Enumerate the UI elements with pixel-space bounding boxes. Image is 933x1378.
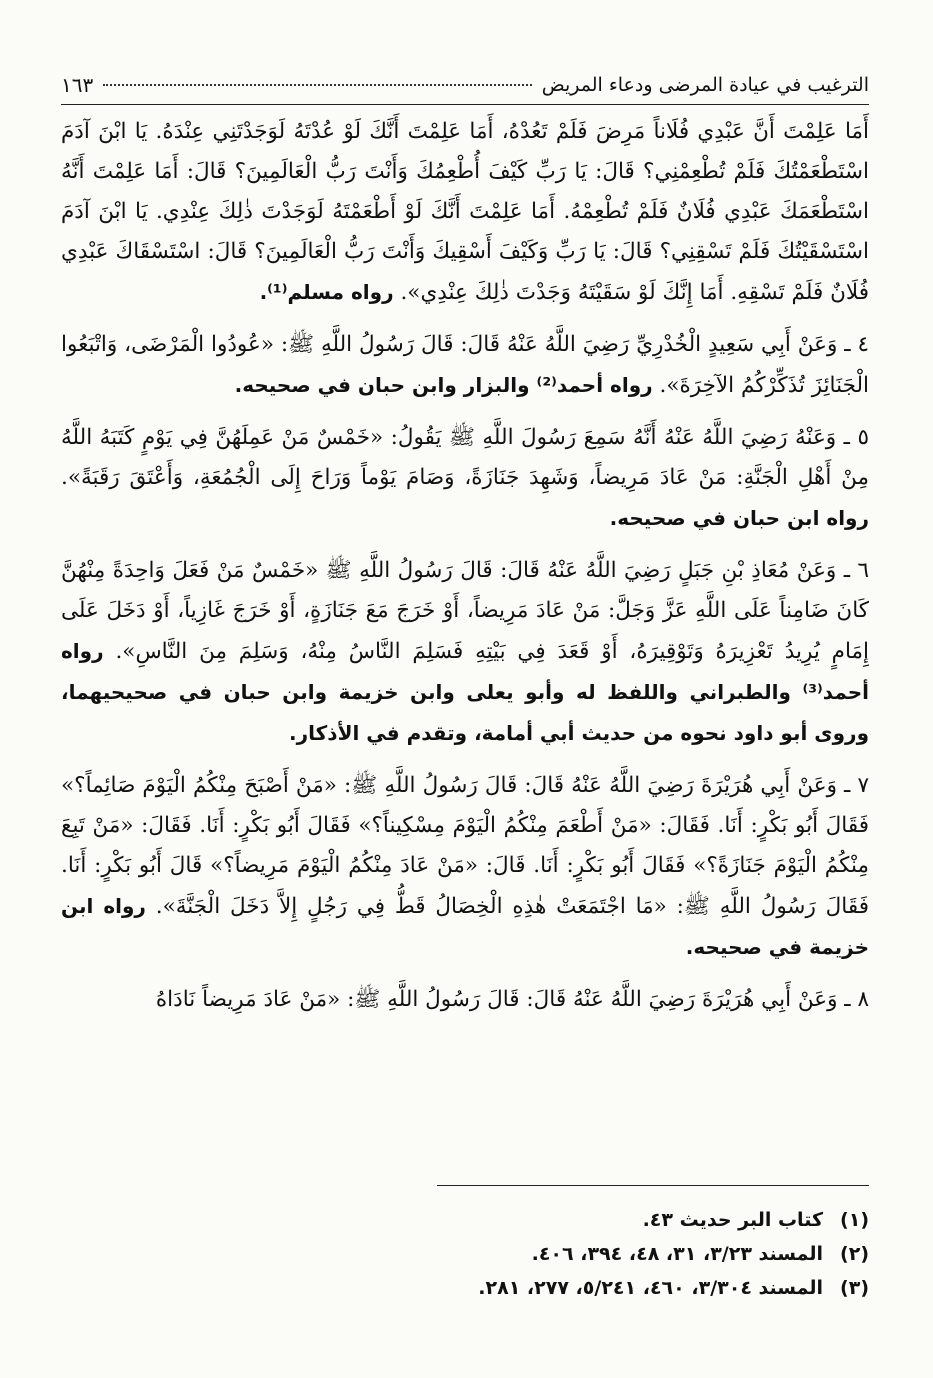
footnote-rule [437, 1185, 869, 1186]
paragraph-hadith-6 [61, 551, 869, 754]
narration-note: رواه أحمد⁽²⁾ والبزار وابن حبان في صحيحه. [234, 373, 653, 397]
footnote-item [61, 1203, 869, 1237]
footnote-text: المسند ٣/٣٠٤، ٤٦٠، ٥/٢٤١، ٢٧٧، ٢٨١. [478, 1277, 823, 1299]
paragraph-hadith-5 [61, 418, 869, 539]
paragraph-hadith-8 [61, 980, 869, 1020]
narration-note: رواه ابن حبان في صحيحه. [609, 506, 869, 530]
footnote-text: المسند ٣/٢٣، ٣١، ٤٨، ٣٩٤، ٤٠٦. [531, 1243, 823, 1265]
footnotes [61, 1203, 869, 1305]
footnote-number: (١) [840, 1209, 869, 1231]
footnote-number: (٢) [840, 1243, 869, 1265]
narration-note: رواه ابن خزيمة في صحيحه. [61, 894, 869, 959]
hadith-text: ٨ ـ وَعَنْ أَبِي هُرَيْرَةَ رَضِيَ اللَّهُ عَنْهُ قَالَ: قَالَ رَسُولُ اللَّهِ ﷺ: «مَنْ عَادَ مَرِيضاً نَادَاهُ [155, 987, 869, 1012]
page-body [61, 112, 869, 1032]
header-rule [61, 104, 869, 105]
paragraph-continuation [61, 112, 869, 313]
hadith-text: ٧ ـ وَعَنْ أَبِي هُرَيْرَةَ رَضِيَ اللَّهُ عَنْهُ قَالَ: قَالَ رَسُولُ اللَّهِ ﷺ: «مَنْ أَصْبَحَ مِنْكُمُ الْيَوْمَ صَائِماً؟» فَقَالَ أَبُو بَكْرٍ: أَنَا. فَقَالَ: «مَنْ أَطْعَمَ مِنْكُمُ الْيَوْمَ مِسْكِيناً؟» فَقَالَ أَبُو بَكْرٍ: أَنَا. فَقَالَ: «مَنْ تَبِعَ مِنْكُمُ الْيَوْمَ جَنَازَةً؟» فَقَالَ أَبُو بَكْرٍ: أَنَا. قَالَ: «مَنْ عَادَ مِنْكُمُ الْيَوْمَ مَرِيضاً؟» قَالَ أَبُو بَكْرٍ: أَنَا. فَقَالَ رَسُولُ اللَّهِ ﷺ: «مَا اجْتَمَعَتْ هٰذِهِ الْخِصَالُ قَطُّ فِي رَجُلٍ إِلاَّ دَخَلَ الْجَنَّةَ». [61, 773, 869, 919]
paragraph-hadith-7 [61, 766, 869, 968]
header-dot-leader [103, 84, 531, 86]
chapter-title: الترغيب في عيادة المرضى ودعاء المريض [541, 74, 869, 96]
narration-note: رواه مسلم⁽¹⁾. [259, 280, 394, 304]
paragraph-hadith-4 [61, 325, 869, 406]
hadith-text: ٦ ـ وَعَنْ مُعَاذِ بْنِ جَبَلٍ رَضِيَ اللَّهُ عَنْهُ قَالَ: قَالَ رَسُولُ اللَّهِ ﷺ «خَمْسٌ مَنْ فَعَلَ وَاحِدَةً مِنْهُنَّ كَانَ ضَامِناً عَلَى اللَّهِ عَزَّ وَجَلَّ: مَنْ عَادَ مَرِيضاً، أَوْ خَرَجَ مَعَ جَنَازَةٍ، أَوْ خَرَجَ غَازِياً، أَوْ دَخَلَ عَلَى إِمَامٍ يُرِيدُ تَعْزِيرَهُ وَتَوْقِيرَهُ، أَوْ قَعَدَ فِي بَيْتِهِ فَسَلِمَ النَّاسُ مِنْهُ، وَسَلِمَ مِنَ النَّاسِ». [61, 558, 869, 664]
footnote-text: كتاب البر حديث ٤٣. [642, 1209, 823, 1231]
running-header [61, 68, 869, 102]
footnote-number: (٣) [840, 1277, 869, 1299]
hadith-text: ٥ ـ وَعَنْهُ رَضِيَ اللَّهُ عَنْهُ أَنَّهُ سَمِعَ رَسُولَ اللَّهِ ﷺ يَقُولُ: «خَمْسٌ مَنْ عَمِلَهُنَّ فِي يَوْمٍ كَتَبَهُ اللَّهُ مِنْ أَهْلِ الْجَنَّةِ: مَنْ عَادَ مَرِيضاً، وَشَهِدَ جَنَازَةً، وَصَامَ يَوْماً وَرَاحَ إِلَى الْجُمُعَةِ، وَأَعْتَقَ رَقَبَةً». [61, 425, 869, 490]
footnote-item [61, 1271, 869, 1305]
hadith-text: أَمَا عَلِمْتَ أَنَّ عَبْدِي فُلَاناً مَرِضَ فَلَمْ تَعُدْهُ، أَمَا عَلِمْتَ أَنَّكَ لَوْ عُدْتَهُ لَوَجَدْتَنِي عِنْدَهُ. يَا ابْنَ آدَمَ اسْتَطْعَمْتُكَ فَلَمْ تُطْعِمْنِي؟ قَالَ: يَا رَبِّ كَيْفَ أُطْعِمُكَ وَأَنْتَ رَبُّ الْعَالَمِينَ؟ قَالَ: أَمَا عَلِمْتَ أَنَّهُ اسْتَطْعَمَكَ عَبْدِي فُلَانٌ فَلَمْ تُطْعِمْهُ. أَمَا عَلِمْتَ أَنَّكَ لَوْ أَطْعَمْتَهُ لَوَجَدْتَ ذٰلِكَ عِنْدِي. يَا ابْنَ آدَمَ اسْتَسْقَيْتُكَ فَلَمْ تَسْقِنِي؟ قَالَ: يَا رَبِّ وَكَيْفَ أَسْقِيكَ وَأَنْتَ رَبُّ الْعَالَمِينَ؟ قَالَ: اسْتَسْقَاكَ عَبْدِي فُلَانٌ فَلَمْ تَسْقِهِ. أَمَا إِنَّكَ لَوْ سَقَيْتَهُ وَجَدْتَ ذٰلِكَ عِنْدِي». [61, 119, 869, 305]
narration-note: رواه أحمد⁽³⁾ والطبراني واللفظ له وأبو يعلى وابن خزيمة وابن حبان في صحيحيهما، وروى أبو داود نحوه من حديث أبي أمامة، وتقدم في الأذكار. [61, 639, 869, 745]
footnote-item [61, 1237, 869, 1271]
page-number: ١٦٣ [61, 73, 94, 97]
hadith-text: ٤ ـ وَعَنْ أَبِي سَعِيدٍ الْخُدْرِيِّ رَضِيَ اللَّهُ عَنْهُ قَالَ: قَالَ رَسُولُ اللَّهِ ﷺ: «عُودُوا الْمَرْضَى، وَاتْبَعُوا الْجَنَائِزَ تُذَكِّرْكُمُ الآخِرَةَ». [61, 332, 869, 398]
